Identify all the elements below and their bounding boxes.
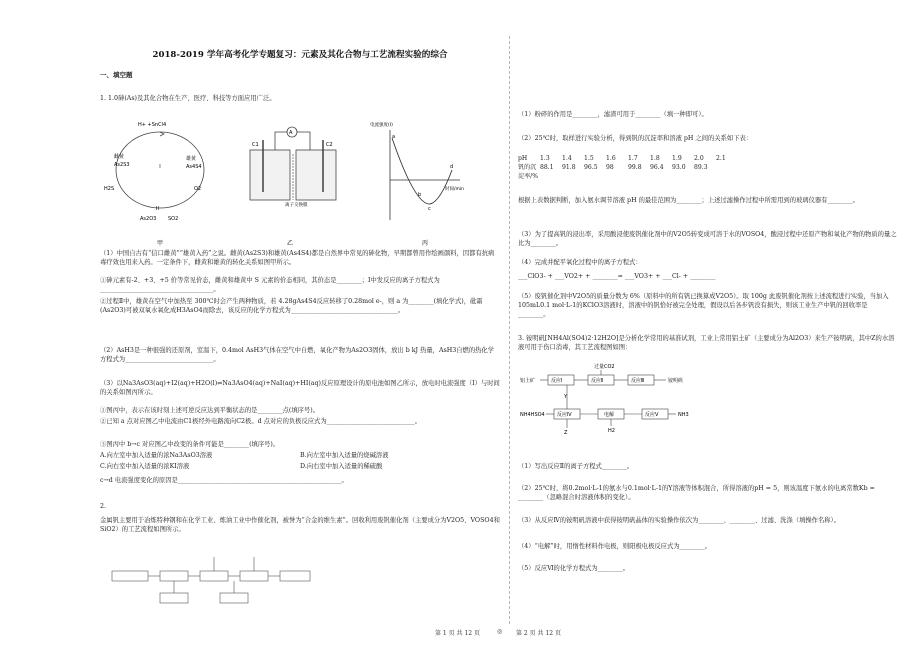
svg-text:b: b	[418, 192, 422, 198]
svg-text:II: II	[156, 206, 159, 212]
figure-c-graph	[390, 130, 460, 220]
q3-part5: （5）反应Ⅵ的化学方程式为________。	[518, 565, 630, 572]
svg-text:H2S: H2S	[104, 186, 115, 192]
svg-text:H+ +SnCl4: H+ +SnCl4	[138, 122, 167, 128]
q1-option-b: B.向左室中加入适量的烧碱溶液	[300, 452, 389, 459]
table-cell: 96.4	[650, 164, 664, 172]
svg-text:SO2: SO2	[168, 216, 179, 222]
table-cell: 93.0	[672, 164, 686, 172]
flow-node-4: 反应Ⅲ	[631, 378, 645, 384]
r-part2: （2）25℃时，取样进行实验分析，得到钒的沉淀率和溶液 pH 之间的关系如下表：	[518, 135, 753, 142]
table-cell	[716, 163, 738, 189]
r-part5: （5）废钒催化剂中V2O5的质量分数为 6%（原料中的所有钒已换算成V2O5）。取 100g 此废钒催化剂按上述流程进行实验，当加入 105mL0.1 mol·L-1的KClO3溶液时，溶液中的钒恰好被完全处理，假设以后各步钒没有损失，则该工业生产中钒的回收率是________。	[518, 293, 889, 319]
svg-text:As4S4: As4S4	[186, 164, 202, 170]
q1-intro: 1. 1.0砷(As)及其化合物在生产、医疗、科技等方面应用广泛。	[100, 95, 276, 102]
svg-text:雌黄: 雌黄	[114, 154, 125, 160]
table-row-label: pH	[518, 155, 528, 162]
r-part2-answer: 根据上表数据判断，加入氨水调节溶液 pH 的最佳范围为________；上述过滤操作过程中所需用到的玻璃仪器有________。	[518, 197, 859, 204]
q1-option-a: A.向左室中加入适量的浓Na3AsO3溶液	[100, 452, 213, 459]
q2-flow-chart	[110, 549, 320, 611]
section-heading: 一、填空题	[100, 71, 133, 79]
table-cell: 89.3	[694, 164, 708, 172]
q1-part1-sub2: ②过程Ⅱ中，雄黄在空气中加热至 300℃时会产生两种物质，若 4.28gAs4S4反应转移了0.28mol e-，则 a 为________(填化学式)，砒霜(As2O3)可被双氧水氧化成H3AsO4而除去，该反应的化学方程式为__________________________________。	[100, 298, 483, 315]
q1-option-c: C.向右室中加入适量的浓KI溶液	[100, 463, 190, 470]
table-row	[518, 154, 738, 163]
q3-intro: 3. 铵明矾[NH4Al(SO4)2·12H2O]是分析化学常用的基准试剂，工业上常用铝土矿（主要成分为Al2O3）来生产铵明矾，其中Z的水溶液可用于伤口消毒，其工艺流程图如图：	[518, 335, 895, 352]
flow-node-7: 反应Ⅳ	[557, 412, 572, 418]
q1-figures	[100, 110, 500, 252]
table-cell: 1.8	[650, 155, 660, 162]
table-cell: 2.1	[716, 155, 726, 162]
flow-node-9: 反应Ⅴ	[645, 412, 659, 418]
column-divider	[509, 36, 510, 624]
svg-text:O2: O2	[194, 186, 202, 192]
electrode-c1-label: C1	[252, 142, 259, 148]
membrane-label: 离子交换膜	[285, 203, 308, 208]
table-cell: 1.6	[606, 155, 616, 162]
q3-flow-chart	[518, 362, 738, 446]
r-part1: （1）粉碎的作用是________，滤渣可用于________（填一种即可）。	[518, 111, 708, 118]
figure-b-cell	[250, 127, 336, 200]
figure-b-label: 乙	[286, 240, 294, 247]
q1-part1: （1）中国自古有“信口雌黄”“雄黄入药”之说。雌黄(As2S3)和雄黄(As4S4)都是自然界中常见的砷化物，早期都曾用作绘画颜料，因都有抗病毒疗效也用来入药。一定条件下，雌黄和雄黄的转化关系如图甲所示。	[100, 250, 495, 267]
flow-node-8: 电解	[604, 412, 615, 418]
svg-text:As2S3: As2S3	[114, 162, 130, 168]
table-cell: 2.0	[694, 155, 704, 162]
q1-part3: （3）以Na3AsO3(aq)+I2(aq)+H2O(l)⇌Na3AsO4(aq)+NaI(aq)+HI(aq)反应原理设计的原电池如图乙所示，放电时电流强度（I）与时间的关系如图丙所示。	[100, 380, 500, 397]
table-cell: 1.9	[672, 155, 682, 162]
svg-text:A: A	[289, 130, 293, 136]
r-part4-equation: ___ClO3- + ___VO2+ + ________= ___VO3+ + ___Cl- + ________	[518, 273, 716, 280]
q1-part3-sub4: c→d 电流强度变化的原因是____________________________________________________。	[100, 477, 348, 484]
table-row-label: 钒的沉淀率/%	[518, 164, 539, 181]
page-number-right: 第 2 页 共 12 页	[516, 630, 561, 637]
svg-text:As2O3: As2O3	[140, 216, 157, 222]
r-part4: （4）完成并配平氧化过程中的离子方程式：	[518, 259, 642, 266]
r-part3: （3）为了提高钒的浸出率，采用酸浸使废钒催化剂中的V2O5转变成可溶于水的VOSO4，酸浸过程中还原产物和氧化产物的物质的量之比为________。	[518, 231, 897, 248]
table-cell: 1.7	[628, 155, 638, 162]
page-title: 2018-2019 学年高考化学专题复习：元素及其化合物与工艺流程实验的综合	[152, 50, 448, 60]
table-cell: 1.3	[540, 155, 550, 162]
q3-part3: （3）从反应Ⅳ的铵明矾溶液中获得铵明矾晶体的实验操作依次为________、________、过滤、洗涤（填操作名称）。	[518, 517, 840, 524]
flow-node-6: 过量CO2	[594, 364, 615, 370]
flow-node-3: 反应Ⅱ	[591, 378, 604, 384]
electrode-c2-label: C2	[326, 142, 333, 148]
q1-part3-sub1: ①图丙中，表示在该时刻上述可逆反应达到平衡状态的是________点(填序号)。	[100, 407, 320, 414]
q1-option-d: D.向右室中加入适量的稀硫酸	[300, 463, 383, 470]
flow-node-12: H2	[608, 428, 615, 434]
svg-text:I: I	[159, 164, 161, 170]
table-cell: 88.1	[540, 164, 554, 172]
svg-text:c: c	[428, 206, 431, 212]
q3-part1: （1）写出反应Ⅱ的离子方程式________。	[518, 463, 634, 470]
flow-node-10: NH4HSO4	[520, 412, 545, 418]
table-cell: 91.8	[562, 164, 576, 172]
flow-node-1: 铝土矿	[520, 378, 536, 384]
q3-part4: （4）“电解”时，用惰性材料作电极，则阳极电极反应式为________。	[518, 543, 712, 550]
svg-text:雄黄: 雄黄	[186, 156, 197, 162]
figure-c-label: 丙	[421, 240, 429, 247]
flow-node-2: 反应Ⅰ	[551, 378, 563, 384]
q1-part3-sub3: ③图丙中 b→c 对应图乙中改变的条件可能是________(填序号)。	[100, 441, 280, 448]
figure-a-label: 甲	[156, 240, 164, 247]
table-cell: 98	[606, 164, 614, 172]
table-cell: 99.8	[628, 164, 642, 172]
q2-number: 2.	[100, 503, 107, 510]
q1-part3-sub2: ②已知 a 点对应图乙中电流由C1极经外电路流向C2极。d 点对应的负极反应式为____________________________。	[100, 418, 422, 425]
y-axis-label: 电流强度(I)	[370, 123, 393, 128]
table-cell: 1.4	[562, 155, 572, 162]
q3-part2: （2）25℃时，将0.2mol·L-1的氨水与0.1mol·L-1的Y溶液等体积混合，所得溶液的pH = 5，则该温度下氨水的电离常数Kb = ________（忽略混合时溶液体积的变化）。	[518, 485, 875, 502]
table-cell: 96.5	[584, 164, 598, 172]
flow-node-14: Y	[564, 394, 568, 400]
page-number-left: 第 1 页 共 12 页	[435, 630, 480, 637]
svg-text:d: d	[450, 164, 454, 170]
center-mark: ◎	[497, 628, 503, 635]
x-axis-label: 时间/min	[445, 187, 465, 192]
figure-a-cycle	[104, 122, 204, 222]
svg-text:a: a	[392, 134, 396, 140]
flow-node-13: Z	[564, 430, 568, 436]
table-cell: 1.5	[584, 155, 594, 162]
ph-table	[518, 154, 738, 189]
flow-node-11: NH3	[678, 412, 689, 418]
flow-node-5: 铵明矾	[668, 378, 684, 384]
q1-part2: （2）AsH3是一种很强的还原剂，室温下，0.4mol AsH3气体在空气中自燃，氧化产物为As2O3固体，放出 b kJ 热量，AsH3自燃的热化学方程式为____________________________。	[100, 347, 495, 364]
q1-part1-sub1: ①砷元素有-2、+3、+5 价等常见价态，雌黄和雄黄中 S 元素的价态相同，其价态是________；Ⅰ中发反应的离子方程式为____________________________________。	[100, 277, 440, 294]
q2-intro: 金属钒主要用于冶炼特种钢和在化学工业、炼油工业中作催化剂，被誉为“合金的维生素”。回收利用废钒催化剂（主要成分为V2O5、VOSO4和SiO2）的工艺流程如图所示。	[100, 517, 500, 534]
table-row	[518, 163, 738, 189]
